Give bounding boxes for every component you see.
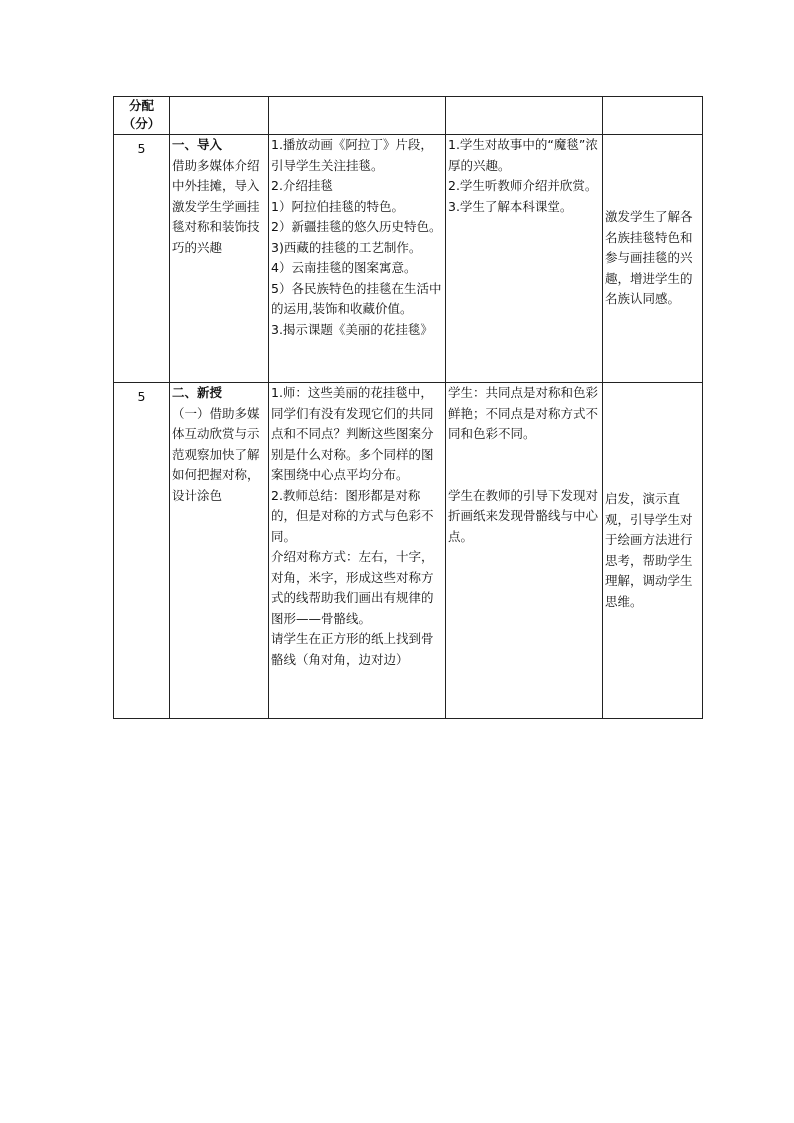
score-header-unit: （分） (122, 116, 161, 131)
student-activity-line: 3.学生了解本科课堂。 (448, 198, 573, 214)
stage-cell (170, 383, 269, 719)
score-header-label: 分配 (128, 98, 154, 113)
teacher-activity-line: 1.播放动画《阿拉丁》片段，引导学生关注挂毯。 (271, 137, 433, 173)
lesson-plan-table (113, 96, 703, 719)
teacher-activity-cell (269, 135, 446, 383)
teacher-activity-line: 1.师：这些美丽的花挂毯中，同学们有没有发现它们的共同点和不同点？判断这些图案分别是什么对称。多个同样的图案围绕中心点平均分布。 (271, 385, 434, 482)
teacher-activity-line: 3)西藏的挂毯的工艺制作。 (271, 239, 422, 255)
student-header-cell (446, 97, 603, 135)
teacher-activity-line: 2）新疆挂毯的悠久历史特色。 (271, 219, 442, 234)
stage-description: （一）借助多媒体互动欣赏与示范观察加快了解如何把握对称，设计涂色 (172, 405, 260, 503)
score-cell: 5 (114, 135, 170, 383)
stage-title: 二、新授 (172, 385, 223, 400)
student-activity-line: 1.学生对故事中的“魔毯”浓厚的兴趣。 (448, 137, 598, 173)
intent-header-cell (603, 97, 703, 135)
teacher-activity-line: 2.介绍挂毯 (271, 178, 333, 193)
teacher-activity-line: 4）云南挂毯的图案寓意。 (271, 260, 417, 275)
design-intent-cell: 启发，演示直观，引导学生对于绘画方法进行思考，帮助学生理解，调动学生思维。 (603, 383, 703, 719)
table-row (114, 383, 703, 719)
paragraph-gap (448, 445, 600, 486)
teacher-header-cell (269, 97, 446, 135)
teacher-activity-line: 2.教师总结：图形都是对称的，但是对称的方式与色彩不同。 (271, 487, 434, 544)
stage-header-cell (170, 97, 269, 135)
student-activity-cell (446, 383, 603, 719)
table-header-row (114, 97, 703, 135)
table-row (114, 135, 703, 383)
teacher-activity-line: 3.揭示课题《美丽的花挂毯》 (271, 321, 433, 337)
score-cell: 5 (114, 383, 170, 719)
score-header-cell (114, 97, 170, 135)
stage-description: 借助多媒体介绍中外挂摊，导入激发学生学画挂毯对称和装饰技巧的兴趣 (172, 157, 260, 255)
student-activity-line: 学生在教师的引导下发现对折画纸来发现骨骼线与中心点。 (448, 487, 599, 544)
student-activity-line: 2.学生听教师介绍并欣赏。 (448, 178, 598, 193)
student-activity-cell (446, 135, 603, 383)
teacher-activity-cell (269, 383, 446, 719)
stage-title: 一、导入 (172, 137, 223, 152)
teacher-activity-line: 请学生在正方形的纸上找到骨骼线（角对角，边对边） (271, 631, 434, 667)
teacher-activity-line: 介绍对称方式：左右，十字，对角，米字，形成这些对称方式的线帮助我们画出有规律的图形——骨骼线。 (271, 549, 434, 626)
stage-cell (170, 135, 269, 383)
design-intent-cell: 激发学生了解各名族挂毯特色和参与画挂毯的兴趣，增进学生的名族认同感。 (603, 135, 703, 383)
teacher-activity-line: 1）阿拉伯挂毯的特色。 (271, 198, 404, 214)
teacher-activity-line: 5）各民族特色的挂毯在生活中的运用,装饰和收藏价值。 (271, 280, 442, 316)
student-activity-line: 学生：共同点是对称和色彩鲜艳；不同点是对称方式不同和色彩不同。 (448, 385, 599, 441)
